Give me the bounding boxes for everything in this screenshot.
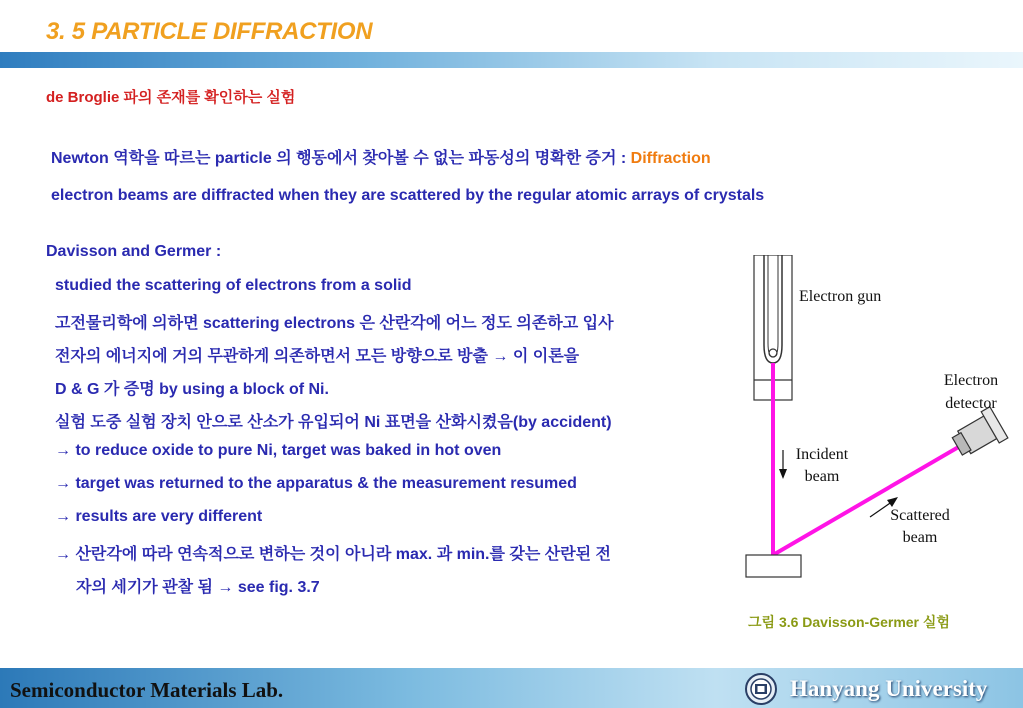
slide-title: 3. 5 PARTICLE DIFFRACTION <box>46 18 373 45</box>
university-name: Hanyang University <box>790 676 988 701</box>
body-line: → to reduce oxide to pure Ni, target was baked in hot oven <box>55 442 502 459</box>
ni-target-block <box>746 555 801 577</box>
body-line: → results are very different <box>55 508 263 525</box>
detector-label-line2: detector <box>945 395 997 412</box>
electron-gun-label: Electron gun <box>799 288 882 305</box>
diffraction-highlight: Diffraction <box>630 150 711 167</box>
incident-label-line1: Incident <box>795 446 849 463</box>
body-line: 자의 세기가 관찰 됨 → see fig. 3.7 <box>76 579 320 596</box>
figure-caption: 그림 3.6 Davisson-Germer 실험 <box>748 614 950 630</box>
scattered-label-line2: beam <box>902 529 938 546</box>
body-line: 실험 도중 실험 장치 안으로 산소가 유입되어 Ni 표면을 산화시켰음(by accident) <box>55 414 612 431</box>
newton-line-text: Newton 역학을 따르는 particle 의 행동에서 찾아볼 수 없는 파동성의 명확한 증거 : <box>51 150 631 167</box>
davisson-germer-heading: Davisson and Germer : <box>46 243 222 260</box>
body-line: → 산란각에 따라 연속적으로 변하는 것이 아니라 max. 과 min.를 갖는 산란된 전 <box>55 546 612 563</box>
electron-beams-line: electron beams are diffracted when they are scattered by the regular atomic arrays of crystals <box>51 187 765 204</box>
detector-label-line1: Electron <box>943 372 999 389</box>
electron-detector <box>948 407 1008 462</box>
newton-line <box>51 145 711 168</box>
davisson-germer-diagram <box>730 255 1020 595</box>
lab-name: Semiconductor Materials Lab. <box>10 678 284 702</box>
body-line: studied the scattering of electrons from a solid <box>55 277 412 294</box>
body-line: → target was returned to the apparatus & the measurement resumed <box>55 475 577 492</box>
incident-label-line2: beam <box>804 468 840 485</box>
incident-arrow <box>779 450 787 479</box>
body-line: 고전물리학에 의하면 scattering electrons 은 산란각에 어느 정도 의존하고 입사 <box>55 315 614 332</box>
body-line: D & G 가 증명 by using a block of Ni. <box>55 381 329 398</box>
title-underline-bar <box>0 52 1023 68</box>
scattered-label-line1: Scattered <box>890 507 950 524</box>
body-line: 전자의 에너지에 거의 무관하게 의존하면서 모든 방향으로 방출 → 이 이론을 <box>55 348 580 365</box>
slide-subtitle: de Broglie 파의 존재를 확인하는 실험 <box>46 89 296 106</box>
university-seal-icon <box>741 672 781 706</box>
